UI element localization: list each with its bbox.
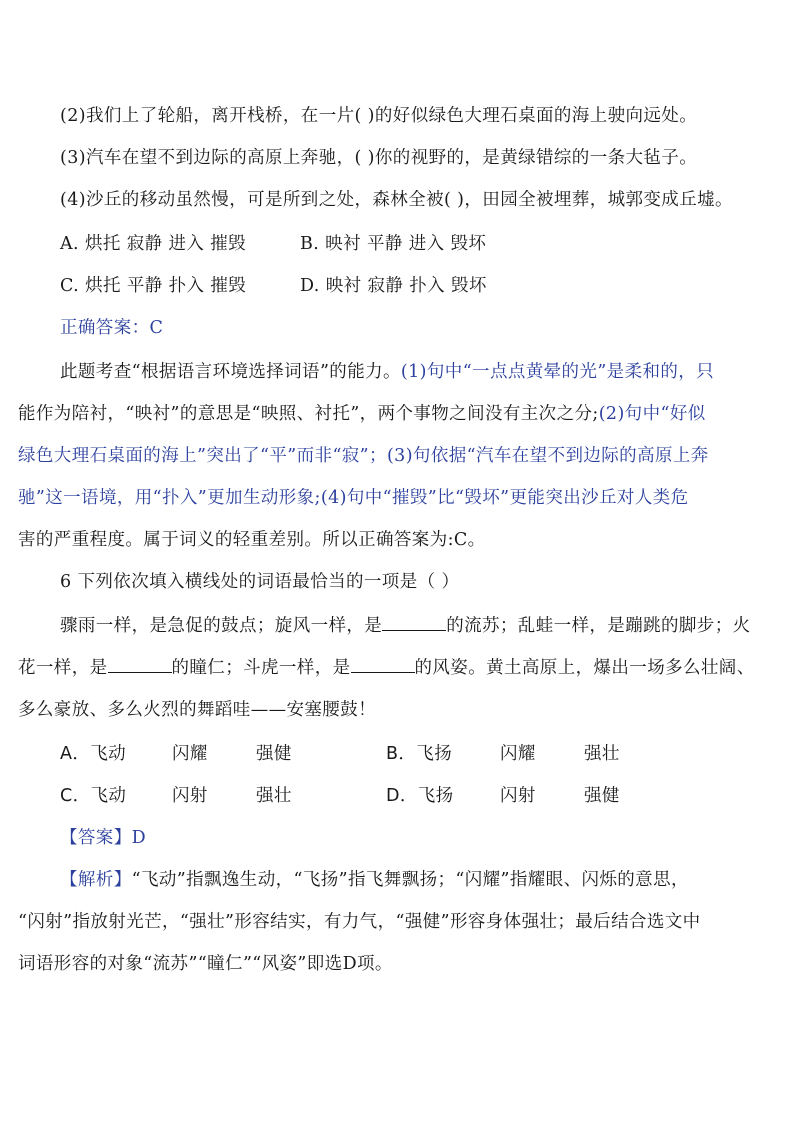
q6-p2-c: 的风姿。黄土高原上，爆出一场多么壮阔、 — [414, 658, 755, 678]
q5-exp3-a: 绿色大理石桌面的海上”突出了“平”而非“寂”； — [18, 446, 387, 466]
q6-exp1-text: “飞动”指飘逸生动，“飞扬”指飞舞飘扬；“闪耀”指耀眼、闪烁的意思， — [131, 870, 689, 890]
q5-option-c: C. 烘托 平静 扑入 摧毁 — [60, 276, 247, 296]
q6-option-c-1: C．飞动 — [60, 786, 127, 806]
q5-answer: 正确答案：C — [60, 318, 164, 338]
q6-blank-2[interactable] — [108, 656, 172, 673]
q6-passage-line-2 — [18, 656, 755, 680]
q6-option-a-1: A．飞动 — [60, 744, 127, 764]
q5-explanation-line-3 — [18, 444, 709, 468]
q6-passage-line-3: 多么豪放、多么火烈的舞蹈哇——安塞腰鼓！ — [18, 700, 376, 720]
q6-blank-1[interactable] — [382, 614, 446, 631]
q5-option-d: D. 映衬 寂静 扑入 毁坏 — [300, 276, 487, 296]
q6-blank-3[interactable] — [351, 656, 415, 673]
q6-option-a-3: 强健 — [256, 744, 292, 764]
q6-exp1-tag: 【解析】 — [60, 870, 132, 890]
q5-exp1-b: (1)句中“一点点黄晕的光”是柔和的，只 — [400, 362, 715, 382]
q5-exp2-b: (2)句中“好似 — [598, 404, 706, 424]
q5-option-a: A. 烘托 寂静 进入 摧毁 — [60, 234, 247, 254]
q6-passage-line-1 — [60, 614, 751, 638]
q6-p2-a: 花一样，是 — [18, 658, 108, 678]
q6-p2-b: 的瞳仁；斗虎一样，是 — [171, 658, 351, 678]
q5-exp4-b: (4)句中“摧毁”比“毁坏”更能突出沙丘对人类危 — [320, 488, 689, 508]
q5-explanation-line-1 — [60, 360, 714, 384]
q5-explanation-line-4 — [18, 486, 689, 510]
q6-explanation-line-2: “闪射”指放射光芒，“强壮”形容结实，有力气，“强健”形容身体强壮；最后结合选文中 — [18, 912, 701, 932]
q5-option-b: B. 映衬 平静 进入 毁坏 — [300, 234, 487, 254]
q6-option-a-2: 闪耀 — [172, 744, 208, 764]
q6-option-d-1: D．飞扬 — [386, 786, 454, 806]
q6-option-d-2: 闪射 — [500, 786, 536, 806]
q6-option-b-2: 闪耀 — [500, 744, 536, 764]
q5-explanation-line-5: 害的严重程度。属于词义的轻重差别。所以正确答案为:C。 — [18, 530, 486, 550]
q6-p1-a: 骤雨一样，是急促的鼓点；旋风一样，是 — [60, 616, 383, 636]
q6-answer: 【答案】D — [60, 828, 147, 848]
q6-p1-b: 的流苏；乱蛙一样，是蹦跳的脚步；火 — [446, 616, 751, 636]
q5-sentence-3: (3)汽车在望不到边际的高原上奔驰，( )你的视野的，是黄绿错综的一条大毡子。 — [60, 148, 698, 168]
q6-option-b-3: 强壮 — [584, 744, 620, 764]
q6-options-row-1 — [60, 742, 740, 766]
q6-option-c-3: 强壮 — [256, 786, 292, 806]
q6-option-b-1: B．飞扬 — [386, 744, 453, 764]
q5-exp4-a: 驰”这一语境，用“扑入”更加生动形象; — [18, 488, 321, 508]
q6-option-c-2: 闪射 — [172, 786, 208, 806]
q5-sentence-4: (4)沙丘的移动虽然慢，可是所到之处，森林全被( )，田园全被埋葬，城郭变成丘墟。 — [60, 190, 733, 210]
q5-exp2-a: 能作为陪衬，“映衬”的意思是“映照、衬托”，两个事物之间没有主次之分; — [18, 404, 599, 424]
q6-explanation-line-1 — [60, 868, 689, 892]
q6-explanation-line-3: 词语形容的对象“流苏”“瞳仁”“风姿”即选D项。 — [18, 954, 393, 974]
q6-option-d-3: 强健 — [584, 786, 620, 806]
q6-options-row-2 — [60, 784, 740, 808]
q5-exp3-b: (3)句依据“汽车在望不到边际的高原上奔 — [386, 446, 709, 466]
q6-title: 6 下列依次填入横线处的词语最恰当的一项是（ ） — [60, 572, 460, 592]
q5-explanation-line-2 — [18, 402, 706, 426]
q5-sentence-2: (2)我们上了轮船，离开栈桥，在一片( )的好似绿色大理石桌面的海上驶向远处。 — [60, 106, 698, 126]
q5-exp1-a: 此题考查“根据语言环境选择词语”的能力。 — [60, 362, 401, 382]
